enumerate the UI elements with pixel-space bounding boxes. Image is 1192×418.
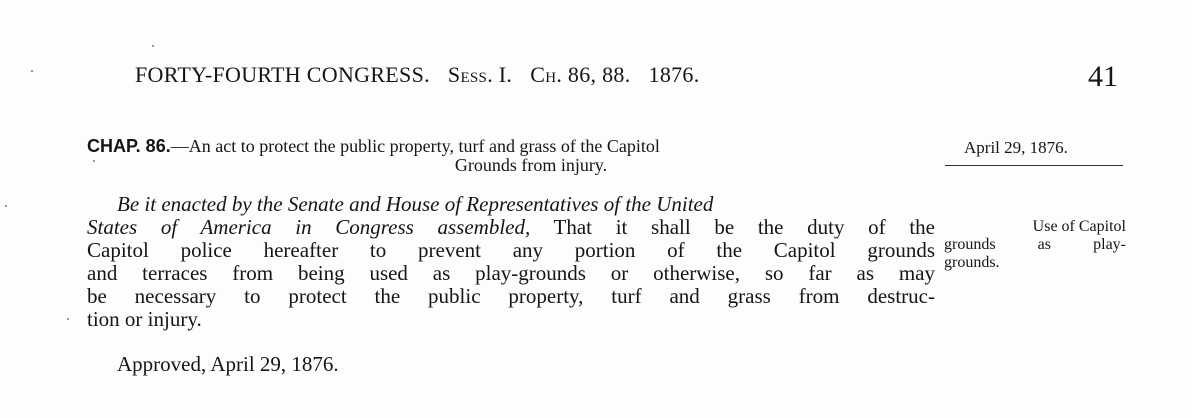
- body-line-5: be necessary to protect the public property, turf and grass from destruc-: [87, 284, 935, 308]
- running-head: [135, 62, 700, 88]
- margin-note-line-1: Use of Capitol: [1032, 218, 1126, 235]
- chapters-heading: Ch. 86, 88.: [530, 62, 631, 87]
- chapter-label: CHAP. 86.: [87, 136, 171, 156]
- enacting-clause-part-1: Be it enacted by the Senate and House of Representatives of the United: [117, 192, 714, 216]
- enacting-clause-part-2: States of America in Congress assembled,: [87, 215, 531, 239]
- paper-speck: [93, 160, 95, 162]
- congress-heading: FORTY-FOURTH CONGRESS.: [135, 62, 430, 87]
- chapter-title-line-1: [87, 137, 935, 156]
- act-body: [87, 193, 935, 331]
- chapter-title-text: —An act to protect the public property, turf and grass of the Capitol: [170, 136, 660, 156]
- chapter-title: [87, 137, 935, 175]
- margin-note-line-3: grounds.: [944, 254, 1000, 271]
- body-line-1: [87, 193, 935, 216]
- year-heading: 1876.: [648, 62, 700, 87]
- page-number: 41: [1088, 60, 1118, 93]
- body-line-2-rest: That it shall be the duty of the: [530, 215, 935, 239]
- chapter-date: April 29, 1876.: [964, 138, 1068, 157]
- approval-line: Approved, April 29, 1876.: [117, 352, 339, 376]
- margin-note: [944, 218, 1126, 272]
- body-line-3: Capitol police hereafter to prevent any portion of the Capitol grounds: [87, 238, 935, 262]
- paper-speck: [152, 45, 154, 47]
- chapter-title-line-2: Grounds from injury.: [454, 155, 608, 175]
- date-rule: [945, 165, 1123, 166]
- paper-speck: [5, 205, 7, 207]
- session-heading: Sess. I.: [447, 62, 513, 87]
- body-line-2: [87, 216, 935, 239]
- body-line-4: and terraces from being used as play-grounds or otherwise, so far as may: [87, 261, 935, 285]
- paper-speck: [67, 318, 69, 320]
- margin-note-line-2: grounds as play-: [944, 236, 1126, 253]
- paper-speck: [31, 70, 33, 72]
- body-line-6: tion or injury.: [87, 307, 202, 331]
